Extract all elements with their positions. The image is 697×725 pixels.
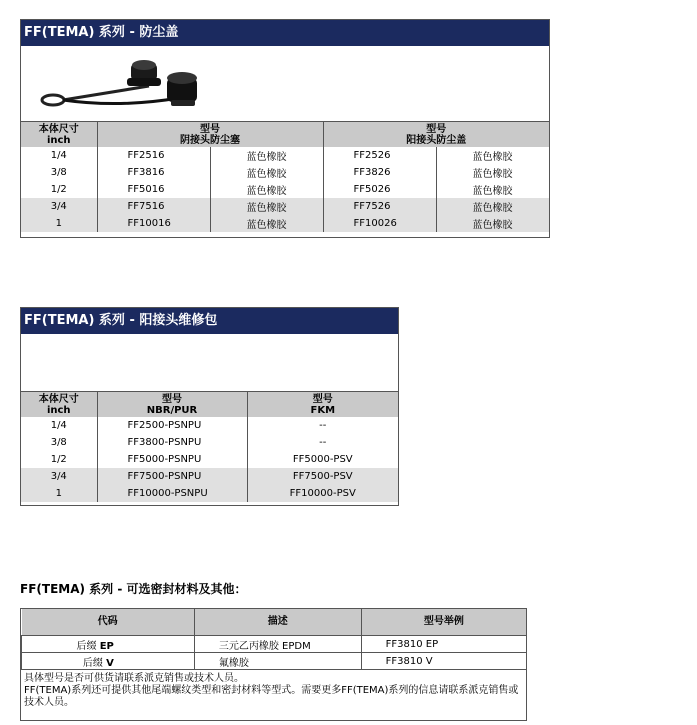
note-line-1: 具体型号是否可供货请联系派克销售或技术人员。 bbox=[24, 673, 244, 684]
table-row bbox=[22, 636, 527, 653]
size-header-unit: inch bbox=[46, 405, 71, 416]
code-prefix: 后缀 bbox=[76, 640, 100, 652]
nbr-model-cell: FF10000-PSNPU bbox=[97, 485, 247, 502]
size-cell: 1/2 bbox=[50, 454, 67, 465]
female-material-cell: 蓝色橡胶 bbox=[210, 164, 323, 181]
seal-options-table bbox=[21, 609, 526, 669]
repair-kit-table bbox=[21, 392, 398, 502]
fkm-header bbox=[247, 392, 398, 417]
dust-cap-product-image bbox=[39, 56, 209, 116]
size-cell: 3/8 bbox=[50, 437, 67, 448]
table-header-row bbox=[22, 609, 527, 636]
male-material-cell: 蓝色橡胶 bbox=[436, 147, 549, 164]
table-header-row bbox=[21, 392, 398, 417]
size-cell: 3/4 bbox=[21, 468, 97, 485]
size-header-label: 本体尺寸 bbox=[38, 394, 79, 405]
male-material-cell: 蓝色橡胶 bbox=[436, 198, 549, 215]
dust-cap-panel bbox=[20, 19, 550, 238]
nbr-model-cell: FF2500-PSNPU bbox=[97, 417, 247, 434]
table-row bbox=[21, 468, 398, 485]
code-header: 代码 bbox=[22, 609, 195, 636]
male-model-cell: FF10026 bbox=[323, 215, 436, 232]
example-cell: FF3810 EP bbox=[361, 636, 526, 653]
desc-cell: 氟橡胶 bbox=[194, 653, 361, 670]
nbr-header bbox=[97, 392, 247, 417]
table-row bbox=[21, 451, 398, 468]
table-row bbox=[22, 653, 527, 670]
table-header-row bbox=[21, 122, 549, 147]
fkm-model-cell: -- bbox=[247, 417, 398, 434]
female-header-sub: 阴接头防尘塞 bbox=[180, 135, 240, 146]
male-header-label: 型号 bbox=[426, 124, 447, 135]
male-header-sub: 阳接头防尘盖 bbox=[406, 135, 467, 146]
male-model-cell: FF7526 bbox=[323, 198, 436, 215]
fkm-model-cell: FF10000-PSV bbox=[247, 485, 398, 502]
repair-kit-image-area bbox=[21, 334, 398, 392]
size-cell: 1/2 bbox=[50, 184, 67, 195]
table-row bbox=[21, 485, 398, 502]
nbr-header-sub: NBR/PUR bbox=[146, 405, 198, 416]
table-row bbox=[21, 215, 549, 232]
female-material-cell: 蓝色橡胶 bbox=[210, 215, 323, 232]
note-line-2: FF(TEMA)系列还可提供其他尾端螺纹类型和密封材料等型式。需要更多FF(TEMA)系列的信息请联系派克销售或技术人员。 bbox=[24, 685, 519, 708]
seal-options-note bbox=[21, 669, 526, 711]
size-cell: 1/4 bbox=[50, 420, 67, 431]
dust-cap-image-area bbox=[21, 46, 549, 122]
size-header bbox=[21, 122, 97, 147]
male-material-cell: 蓝色橡胶 bbox=[436, 181, 549, 198]
female-model-cell: FF3816 bbox=[97, 164, 210, 181]
male-model-cell: FF3826 bbox=[323, 164, 436, 181]
table-row bbox=[21, 147, 549, 164]
seal-options-panel bbox=[20, 608, 527, 721]
code-prefix: 后缀 bbox=[82, 657, 107, 669]
male-model-cell: FF2526 bbox=[323, 147, 436, 164]
nbr-model-cell: FF3800-PSNPU bbox=[97, 434, 247, 451]
code-cell bbox=[22, 636, 195, 653]
size-cell: 3/8 bbox=[50, 167, 67, 178]
fkm-header-label: 型号 bbox=[312, 394, 333, 405]
male-model-cell: FF5026 bbox=[323, 181, 436, 198]
repair-kit-title: FF(TEMA) 系列 - 阳接头维修包 bbox=[21, 308, 398, 334]
male-material-cell: 蓝色橡胶 bbox=[436, 164, 549, 181]
repair-kit-panel bbox=[20, 307, 399, 506]
nbr-header-label: 型号 bbox=[162, 394, 182, 405]
seal-options-title: FF(TEMA) 系列 - 可选密封材料及其他： bbox=[20, 582, 247, 596]
size-cell: 1 bbox=[21, 215, 97, 232]
female-header bbox=[97, 122, 323, 147]
size-header-label: 本体尺寸 bbox=[38, 124, 79, 135]
size-cell: 1 bbox=[21, 485, 97, 502]
size-cell: 3/4 bbox=[21, 198, 97, 215]
code-cell bbox=[22, 653, 195, 670]
fkm-model-cell: FF5000-PSV bbox=[247, 451, 398, 468]
table-row bbox=[21, 434, 398, 451]
female-material-cell: 蓝色橡胶 bbox=[210, 181, 323, 198]
female-header-label: 型号 bbox=[200, 124, 220, 135]
desc-header: 描述 bbox=[194, 609, 361, 636]
code-suffix: V bbox=[106, 657, 114, 669]
nbr-model-cell: FF7500-PSNPU bbox=[97, 468, 247, 485]
fkm-model-cell: -- bbox=[247, 434, 398, 451]
female-model-cell: FF5016 bbox=[97, 181, 210, 198]
fkm-header-sub: FKM bbox=[310, 405, 336, 416]
code-suffix: EP bbox=[99, 640, 114, 652]
size-header bbox=[21, 392, 97, 417]
size-cell: 1/4 bbox=[50, 150, 67, 161]
table-row bbox=[21, 198, 549, 215]
female-material-cell: 蓝色橡胶 bbox=[210, 198, 323, 215]
example-header: 型号举例 bbox=[361, 609, 526, 636]
table-row bbox=[21, 417, 398, 434]
female-model-cell: FF10016 bbox=[97, 215, 210, 232]
table-row bbox=[21, 164, 549, 181]
female-material-cell: 蓝色橡胶 bbox=[210, 147, 323, 164]
desc-cell: 三元乙丙橡胶 EPDM bbox=[194, 636, 361, 653]
male-header bbox=[323, 122, 549, 147]
female-model-cell: FF7516 bbox=[97, 198, 210, 215]
example-cell: FF3810 V bbox=[361, 653, 526, 670]
fkm-model-cell: FF7500-PSV bbox=[247, 468, 398, 485]
nbr-model-cell: FF5000-PSNPU bbox=[97, 451, 247, 468]
male-material-cell: 蓝色橡胶 bbox=[436, 215, 549, 232]
size-header-unit: inch bbox=[46, 135, 71, 146]
dust-cap-table bbox=[21, 122, 549, 232]
female-model-cell: FF2516 bbox=[97, 147, 210, 164]
dust-cap-title: FF(TEMA) 系列 - 防尘盖 bbox=[21, 20, 549, 46]
table-row bbox=[21, 181, 549, 198]
